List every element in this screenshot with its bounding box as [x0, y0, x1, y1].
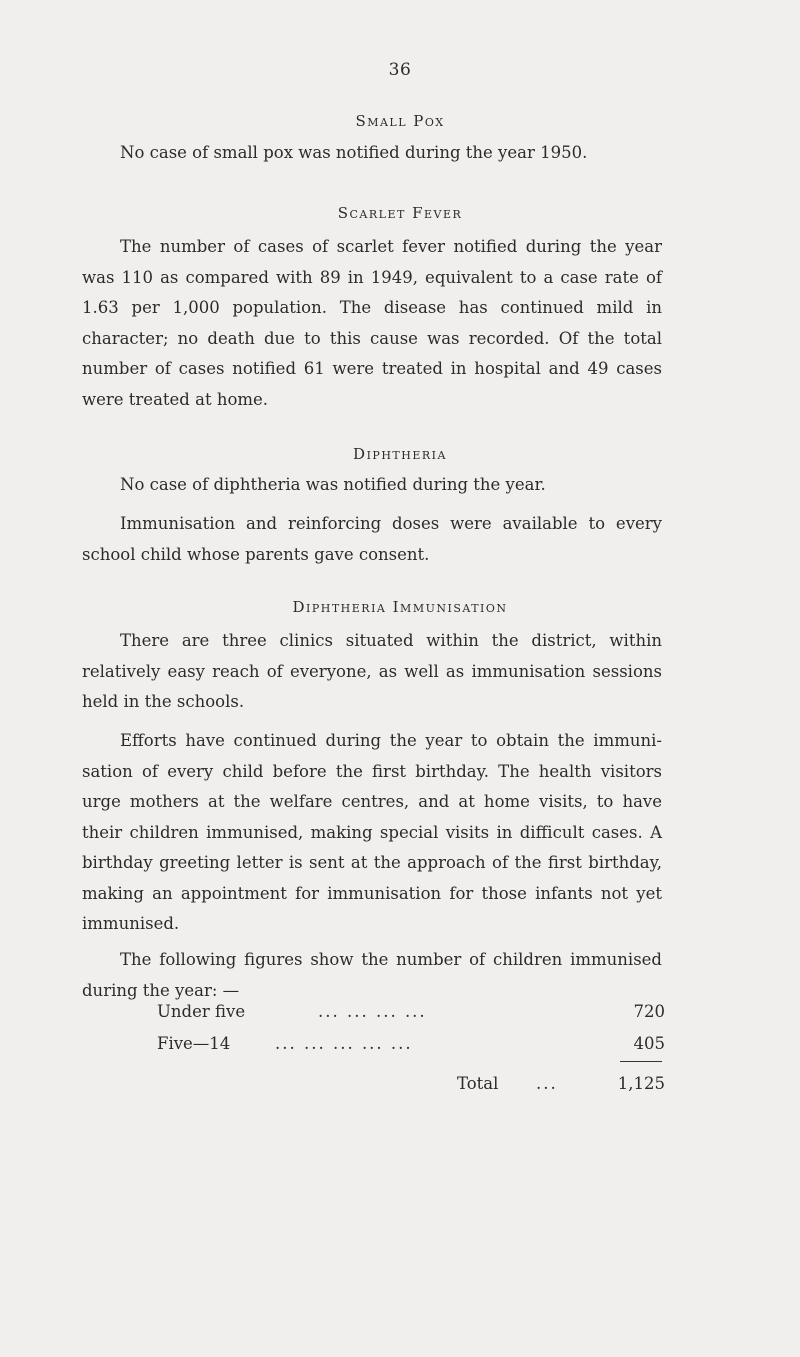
row-value: 405	[633, 1034, 665, 1053]
table-total-row	[120, 1072, 665, 1096]
paragraph-immunisation-2: Efforts have continued during the year to obtain the immunisation of every child before the first birthday. The health visitors urge mothers at the welfare centres, and at home visits, to have their children immunised, making special visits in difficult cases. A birthday greeting letter is sent at the approach of the first birthday, making an appointment for immunisation for those infants not yet immunised.	[82, 731, 662, 933]
heading-diphtheria: Diphtheria	[353, 445, 447, 463]
table-row	[120, 1000, 665, 1024]
row-label: Under five	[157, 1002, 246, 1021]
total-label: Total	[457, 1074, 499, 1093]
table-row	[120, 1032, 665, 1056]
paragraph-immunisation-1: There are three clinics situated within the district, within relatively easy reach of everyone, as well as immunisation sessions held in the schools.	[82, 631, 662, 711]
paragraph-immunisation-3: The following figures show the number of children immunised during the year: —	[82, 950, 662, 1000]
paragraph-scarlet-fever: The number of cases of scarlet fever notified during the year was 110 as compared with 89 in 1949, equivalent to a case rate of 1.63 per 1,000 population. The disease has continued mild in character; no death due to this cause was recorded. Of the total number of cases notified 61 were treated in hospital and 49 cases were treated at home.	[82, 237, 662, 409]
leader-dots: ... ... ... ... ...	[275, 1034, 413, 1053]
page-number: 36	[388, 60, 412, 80]
row-value: 720	[633, 1002, 665, 1021]
paragraph-diphtheria-1: No case of diphtheria was notified during the year.	[120, 475, 546, 494]
heading-small-pox: Small Pox	[355, 112, 445, 130]
heading-scarlet-fever: Scarlet Fever	[337, 204, 463, 222]
paragraph-small-pox: No case of small pox was notified during the year 1950.	[120, 143, 588, 162]
paragraph-diphtheria-2: Immunisation and reinforcing doses were available to every school child whose parents gave consent.	[82, 514, 662, 564]
heading-diphtheria-immunisation: Diphtheria Immunisation	[292, 598, 508, 616]
total-value: 1,125	[617, 1074, 665, 1093]
total-rule	[620, 1061, 662, 1062]
row-label: Five—14	[157, 1034, 231, 1053]
leader-dots: ... ... ... ...	[318, 1002, 427, 1021]
leader-dots: ...	[536, 1074, 558, 1093]
